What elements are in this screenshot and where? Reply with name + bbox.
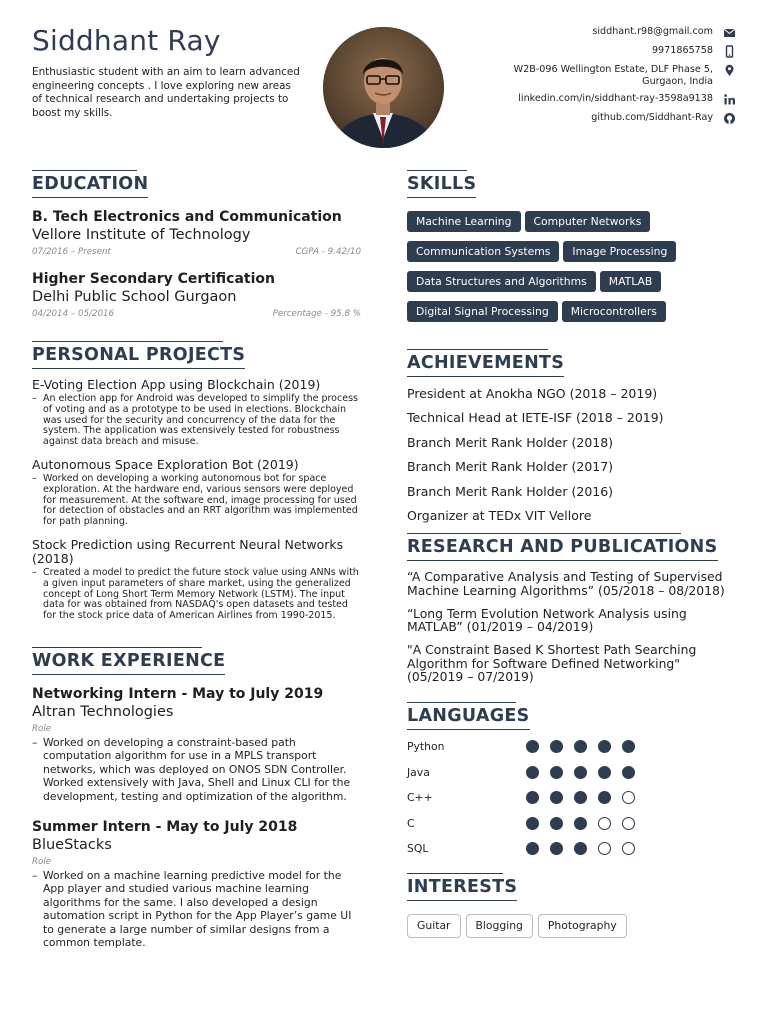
rating-dot-filled xyxy=(526,766,539,779)
achievement-item: Organizer at TEDx VIT Vellore xyxy=(407,507,592,523)
school-name: Vellore Institute of Technology xyxy=(32,227,251,243)
right-column xyxy=(407,170,736,938)
education-entry xyxy=(32,270,361,319)
candidate-name: Siddhant Ray xyxy=(32,24,221,57)
rating-dot-filled xyxy=(574,740,587,753)
education-dates: 04/2014 – 05/2016 xyxy=(32,309,115,319)
skills-row xyxy=(407,240,736,270)
rating-dot-empty xyxy=(622,817,635,830)
contact-linkedin[interactable] xyxy=(466,93,736,106)
job-role: Role xyxy=(32,856,52,867)
skill-tag: Digital Signal Processing xyxy=(407,301,558,322)
interests-heading: INTERESTS xyxy=(407,877,517,901)
rating-dot-empty xyxy=(598,842,611,855)
language-row xyxy=(407,785,736,811)
summary-text: Enthusiastic student with an aim to learn advanced engineering concepts . I love exploring new areas of technical research and undertaking projects to boost my skills. xyxy=(32,66,300,119)
github-text[interactable]: github.com/Siddhant-Ray xyxy=(591,112,713,123)
languages-heading: LANGUAGES xyxy=(407,706,530,730)
language-row xyxy=(407,836,736,862)
phone-icon xyxy=(723,45,736,58)
linkedin-text[interactable]: linkedin.com/in/siddhant-ray-3598a9138 xyxy=(518,93,713,104)
rating-dot-filled xyxy=(574,766,587,779)
interest-tag: Photography xyxy=(538,914,627,938)
project-description: Created a model to predict the future stock value using ANNs with a given input parameters of share market, using the generalized concept of Long Short Term Memory Network (LSTM). The input data for was obtained from NASDAQ's open datasets and tested for the stock price data of American Airlines from 1990-2015. xyxy=(43,566,359,622)
rating-dot-filled xyxy=(574,842,587,855)
project-title: Stock Prediction using Recurrent Neural Networks (2018) xyxy=(32,536,344,566)
achievements-heading: ACHIEVEMENTS xyxy=(407,353,564,377)
publication-item: “A Comparative Analysis and Testing of Supervised Machine Learning Algorithms” (05/2018 – 08/2018) xyxy=(407,568,725,598)
job-title: Networking Intern - May to July 2019 xyxy=(32,685,324,702)
rating-dot-filled xyxy=(550,791,563,804)
achievements-section xyxy=(407,349,736,523)
education-dates: 07/2016 – Present xyxy=(32,247,111,257)
language-row xyxy=(407,759,736,785)
envelope-icon xyxy=(723,26,736,39)
work-heading: WORK EXPERIENCE xyxy=(32,651,225,675)
email-text[interactable]: siddhant.r98@gmail.com xyxy=(592,26,713,37)
work-section xyxy=(32,647,361,949)
skills-list xyxy=(407,210,736,330)
section-rule xyxy=(32,341,223,342)
contact-github[interactable] xyxy=(466,112,736,125)
section-rule xyxy=(32,170,137,171)
location-pin-icon xyxy=(723,64,736,77)
achievement-item: Branch Merit Rank Holder (2017) xyxy=(407,459,614,475)
section-rule xyxy=(407,873,503,874)
job-bullet: – Worked on a machine learning predictive model for the App player and studied various machine learning algorithms for the same. I also developed a design automation script in Python for the App Player’s game UI to generate a large number of similar designs from a common template. xyxy=(32,869,361,949)
language-name: SQL xyxy=(407,842,429,856)
rating-dot-filled xyxy=(598,791,611,804)
interests-section xyxy=(407,873,736,938)
language-row xyxy=(407,734,736,760)
contact-list xyxy=(466,26,736,131)
education-grade: CGPA - 9.42/10 xyxy=(295,247,361,257)
skill-tag: Microcontrollers xyxy=(562,301,666,322)
publications-heading: RESEARCH AND PUBLICATIONS xyxy=(407,537,718,561)
education-meta xyxy=(32,309,361,319)
project-bullet: – Worked on developing a working autonomous bot for space exploration. At the hardware end, various sensors were deployed for measurement. At the software end, image processing for used for detection of obstacles and an RRT algorithm was implemented for path planning. xyxy=(32,474,361,528)
job-entry xyxy=(32,685,361,803)
job-role: Role xyxy=(32,723,52,734)
phone-text[interactable]: 9971865758 xyxy=(651,45,713,56)
project-entry xyxy=(32,378,361,448)
skill-tag: MATLAB xyxy=(600,271,662,292)
rating-dot-filled xyxy=(550,842,563,855)
rating-dot-filled xyxy=(550,740,563,753)
job-entry xyxy=(32,818,361,949)
section-rule xyxy=(407,170,467,171)
project-description: Worked on developing a working autonomous bot for space exploration. At the hardware end, various sensors were deployed for measurement. At the software end, image processing for used for detection of obstacles and an RRT algorithm was implemented for path planning. xyxy=(43,472,358,528)
language-row xyxy=(407,810,736,836)
rating-dot-filled xyxy=(526,791,539,804)
achievement-item: Branch Merit Rank Holder (2016) xyxy=(407,483,614,499)
section-rule xyxy=(407,533,681,534)
skills-row xyxy=(407,210,736,240)
publications-section xyxy=(407,533,736,684)
company-name: Altran Technologies xyxy=(32,703,174,720)
languages-section xyxy=(407,702,736,862)
language-name: C++ xyxy=(407,791,433,805)
projects-section xyxy=(32,341,361,622)
rating-dot-filled xyxy=(574,791,587,804)
linkedin-icon xyxy=(723,93,736,106)
degree-title: B. Tech Electronics and Communication xyxy=(32,209,342,225)
project-title: E-Voting Election App using Blockchain (2019) xyxy=(32,377,321,392)
education-meta xyxy=(32,247,361,257)
job-description: Worked on developing a constraint-based path computation algorithm for use in a MPLS transport networks, which was deployed on ONOS SDN Controller. Worked extensively with Java, Shell and Linux CLI for the development, testing and optimization of the algorithm. xyxy=(43,735,351,803)
skills-row xyxy=(407,270,736,300)
rating-dot-filled xyxy=(550,817,563,830)
rating-dot-filled xyxy=(550,766,563,779)
interests-list xyxy=(407,914,736,938)
contact-address xyxy=(466,64,736,87)
rating-dot-filled xyxy=(574,817,587,830)
language-name: C xyxy=(407,816,415,830)
section-rule xyxy=(407,702,516,703)
project-bullet: – An election app for Android was developed to simplify the process of voting and as a prototype to be used in elections. Blockchain was used for the security and concurrency of the data for the system. The application was extensively tested for robustness against data breach and misuse. xyxy=(32,394,361,448)
project-bullet: – Created a model to predict the future stock value using ANNs with a given input parameters of share market, using the generalized concept of Long Short Term Memory Network (LSTM). The input data for was obtained from NASDAQ's open datasets and tested for the stock price data of American Airlines from 1990-2015. xyxy=(32,568,361,622)
skill-tag: Machine Learning xyxy=(407,211,521,232)
publication-item: “Long Term Evolution Network Analysis using MATLAB” (01/2019 – 04/2019) xyxy=(407,605,687,635)
rating-dot-empty xyxy=(622,791,635,804)
profile-photo xyxy=(323,27,444,148)
school-name: Delhi Public School Gurgaon xyxy=(32,289,237,305)
project-title: Autonomous Space Exploration Bot (2019) xyxy=(32,456,299,472)
section-rule xyxy=(407,349,548,350)
project-entry xyxy=(32,538,361,622)
languages-list xyxy=(407,734,736,862)
rating-dot-filled xyxy=(598,766,611,779)
rating-dot-filled xyxy=(526,740,539,753)
publications-list xyxy=(407,570,736,684)
rating-dot-filled xyxy=(526,842,539,855)
left-column xyxy=(32,170,361,949)
project-description: An election app for Android was developed to simplify the process of voting and as a prototype to be used in elections. Blockchain was used for the security and concurrency of the data for the system. The application was extensively tested for robustness against data breach and misuse. xyxy=(43,393,358,448)
degree-title: Higher Secondary Certification xyxy=(32,271,275,287)
job-description: Worked on a machine learning predictive model for the App player and studied various machine learning algorithms for the same. I also developed a design automation script in Python for the App Player’s game UI to generate a large number of similar designs from a common template. xyxy=(43,868,352,950)
rating-dot-filled xyxy=(622,740,635,753)
skill-tag: Data Structures and Algorithms xyxy=(407,271,596,292)
achievement-item: Technical Head at IETE-ISF (2018 – 2019) xyxy=(407,410,664,426)
interest-tag: Blogging xyxy=(466,914,533,938)
skill-tag: Image Processing xyxy=(563,241,676,262)
education-entry xyxy=(32,208,361,257)
achievement-item: Branch Merit Rank Holder (2018) xyxy=(407,434,614,450)
section-rule xyxy=(32,647,202,648)
rating-dot-filled xyxy=(622,766,635,779)
project-entry xyxy=(32,458,361,528)
achievements-list xyxy=(407,386,736,523)
rating-dot-empty xyxy=(622,842,635,855)
achievement-item: President at Anokha NGO (2018 – 2019) xyxy=(407,386,658,401)
skills-heading: SKILLS xyxy=(407,174,476,198)
education-heading: EDUCATION xyxy=(32,174,148,198)
job-bullet: – Worked on developing a constraint-based path computation algorithm for use in a MPLS transport networks, which was deployed on ONOS SDN Controller. Worked extensively with Java, Shell and Linux CLI for the development, testing and optimization of the algorithm. xyxy=(32,736,361,803)
rating-dot-filled xyxy=(526,817,539,830)
contact-phone[interactable] xyxy=(466,45,736,58)
job-title: Summer Intern - May to July 2018 xyxy=(32,818,298,835)
publication-item: "A Constraint Based K Shortest Path Searching Algorithm for Software Defined Networking" (05/2019 – 07/2019) xyxy=(407,642,697,685)
language-name: Java xyxy=(407,765,430,779)
skills-row xyxy=(407,300,736,330)
rating-dot-empty xyxy=(598,817,611,830)
skill-tag: Computer Networks xyxy=(525,211,651,232)
education-grade: Percentage - 95.8 % xyxy=(272,309,361,319)
interest-tag: Guitar xyxy=(407,914,461,938)
rating-dot-filled xyxy=(598,740,611,753)
language-name: Python xyxy=(407,740,445,754)
github-icon xyxy=(723,112,736,125)
skill-tag: Communication Systems xyxy=(407,241,559,262)
company-name: BlueStacks xyxy=(32,836,112,853)
contact-email[interactable] xyxy=(466,26,736,39)
address-text: W2B-096 Wellington Estate, DLF Phase 5, Gurgaon, India xyxy=(513,64,713,87)
projects-heading: PERSONAL PROJECTS xyxy=(32,345,245,369)
